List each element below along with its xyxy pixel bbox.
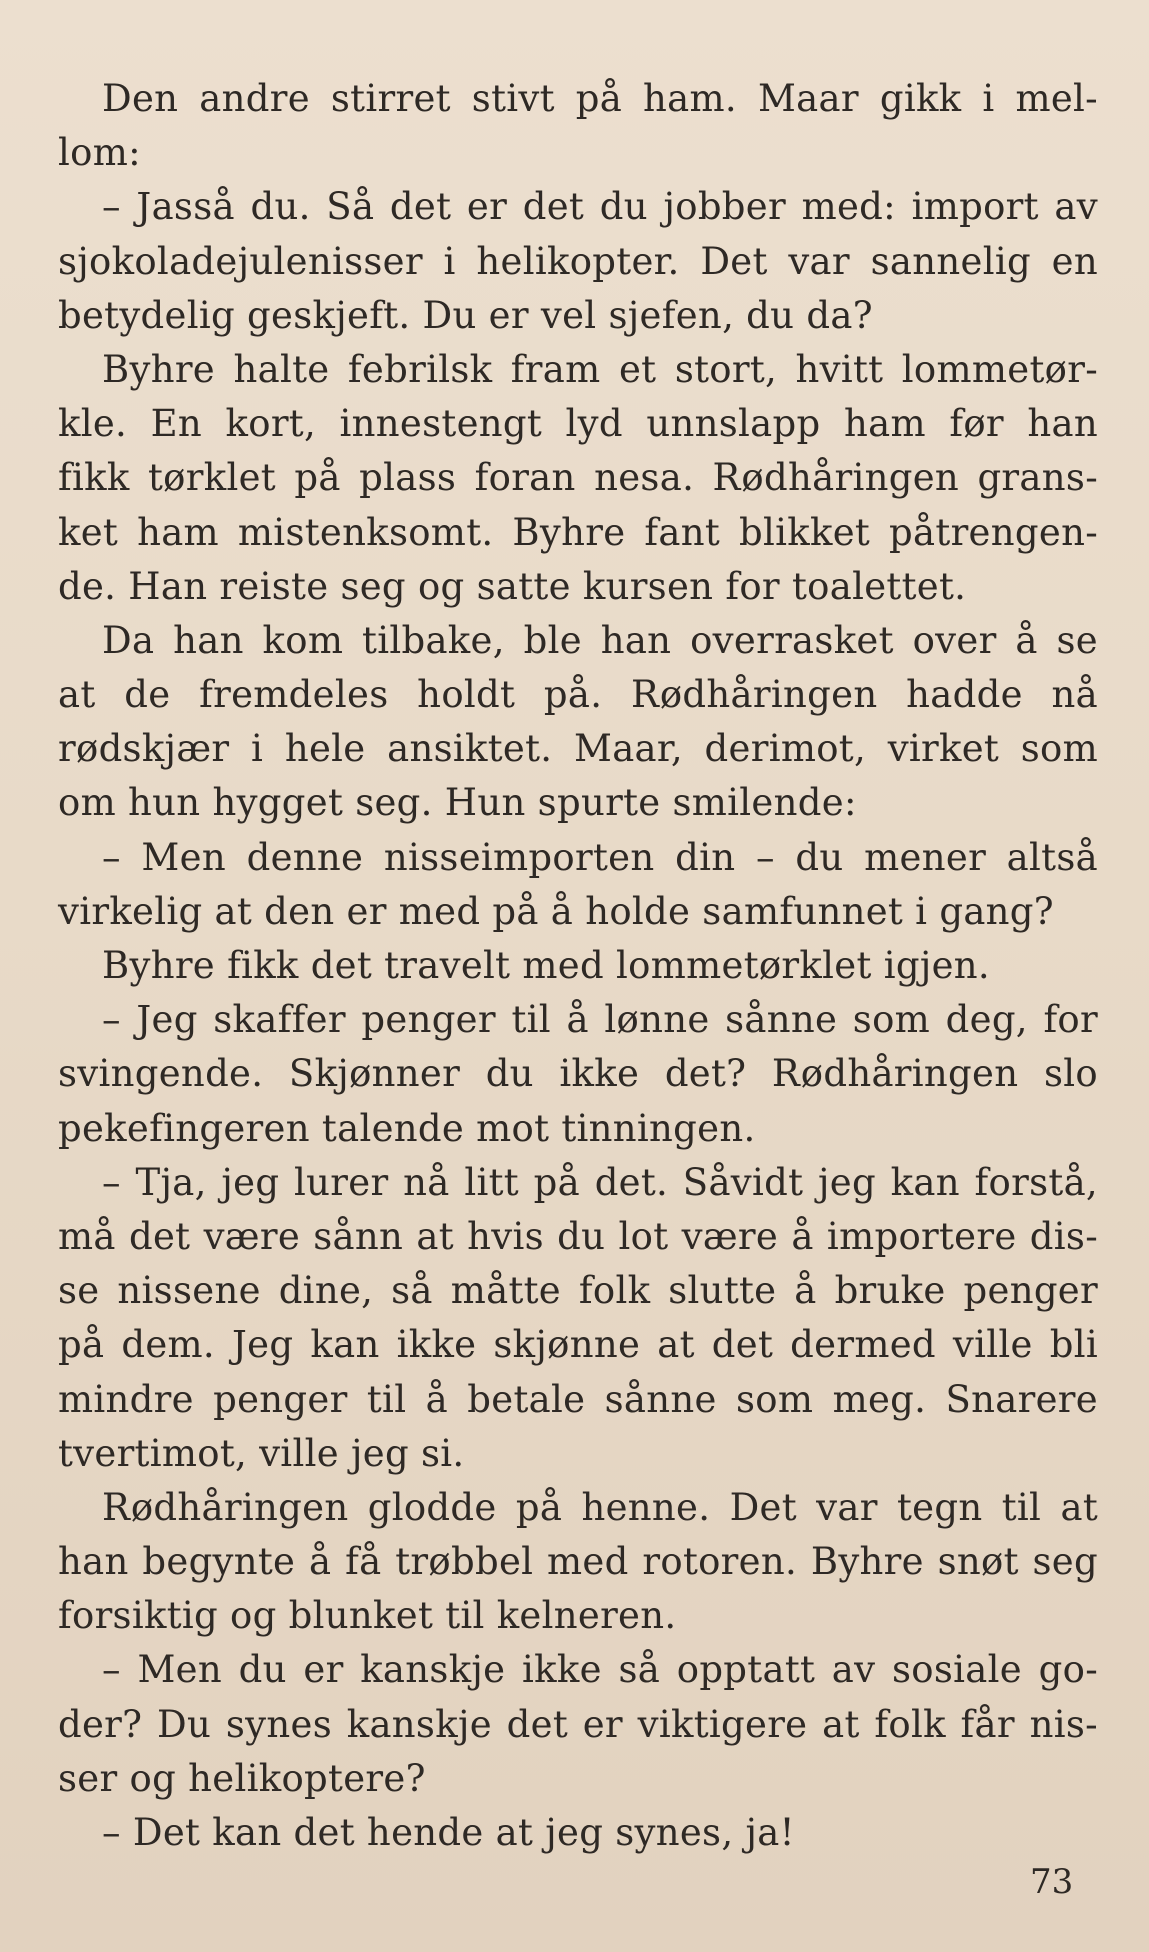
text-line: mindre penger til å betale sånne som meg. Snarere (58, 1377, 1098, 1421)
text-line: Byhre halte febrilsk fram et stort, hvitt lommetør- (102, 347, 1098, 391)
text-line: tvertimot, ville jeg si. (58, 1431, 465, 1475)
text-line: Da han kom tilbake, ble han overrasket over å se (102, 618, 1098, 662)
text-line: virkelig at den er med på å holde samfunnet i gang? (58, 889, 1054, 933)
text-line: må det være sånn at hvis du lot være å importere dis- (58, 1214, 1098, 1258)
text-line: kle. En kort, innestengt lyd unnslapp ham før han (58, 402, 1098, 446)
text-line: se nissene dine, så måtte folk slutte å bruke penger (58, 1269, 1098, 1313)
text-line: – Jeg skaffer penger til å lønne sånne som deg, for (102, 998, 1098, 1042)
text-line: på dem. Jeg kan ikke skjønne at det dermed ville bli (58, 1323, 1098, 1367)
text-line: betydelig geskjeft. Du er vel sjefen, du da? (58, 293, 873, 337)
text-line: der? Du synes kanskje det er viktigere at folk får nis- (58, 1702, 1098, 1746)
body-text (58, 72, 1098, 1860)
text-line: – Tja, jeg lurer nå litt på det. Såvidt jeg kan forstå, (102, 1160, 1098, 1204)
text-line: sjokoladejulenisser i helikopter. Det var sannelig en (58, 239, 1098, 283)
text-line: rødskjær i hele ansiktet. Maar, derimot, virket som (58, 727, 1098, 771)
text-line: Byhre fikk det travelt med lommetørklet igjen. (102, 944, 990, 987)
text-line: – Det kan det hende at jeg synes, ja! (102, 1811, 795, 1854)
text-line: han begynte å få trøbbel med rotoren. Byhre snøt seg (58, 1540, 1098, 1584)
text-line: de. Han reiste seg og satte kursen for toalettet. (58, 564, 967, 608)
text-line: – Men du er kanskje ikke så opptatt av sosiale go- (102, 1648, 1098, 1692)
text-line: lom: (58, 131, 141, 175)
text-line: Rødhåringen glodde på henne. Det var tegn til at (102, 1485, 1098, 1529)
text-line: svingende. Skjønner du ikke det? Rødhåringen slo (58, 1052, 1098, 1096)
text-line: Den andre stirret stivt på ham. Maar gikk i mel- (102, 77, 1098, 120)
text-line: forsiktig og blunket til kelneren. (58, 1594, 677, 1638)
text-line: fikk tørklet på plass foran nesa. Rødhåringen grans- (58, 456, 1098, 500)
text-line: om hun hygget seg. Hun spurte smilende: (58, 781, 857, 825)
text-line: at de fremdeles holdt på. Rødhåringen hadde nå (58, 673, 1098, 717)
text-line: – Jasså du. Så det er det du jobber med: import av (102, 185, 1098, 229)
text-line: ser og helikoptere? (58, 1756, 426, 1800)
page-number: 73 (1030, 1862, 1074, 1902)
text-line: – Men denne nisseimporten din – du mener altså (102, 835, 1098, 879)
text-line: ket ham mistenksomt. Byhre fant blikket påtrengen- (58, 510, 1098, 554)
text-line: pekefingeren talende mot tinningen. (58, 1106, 756, 1150)
